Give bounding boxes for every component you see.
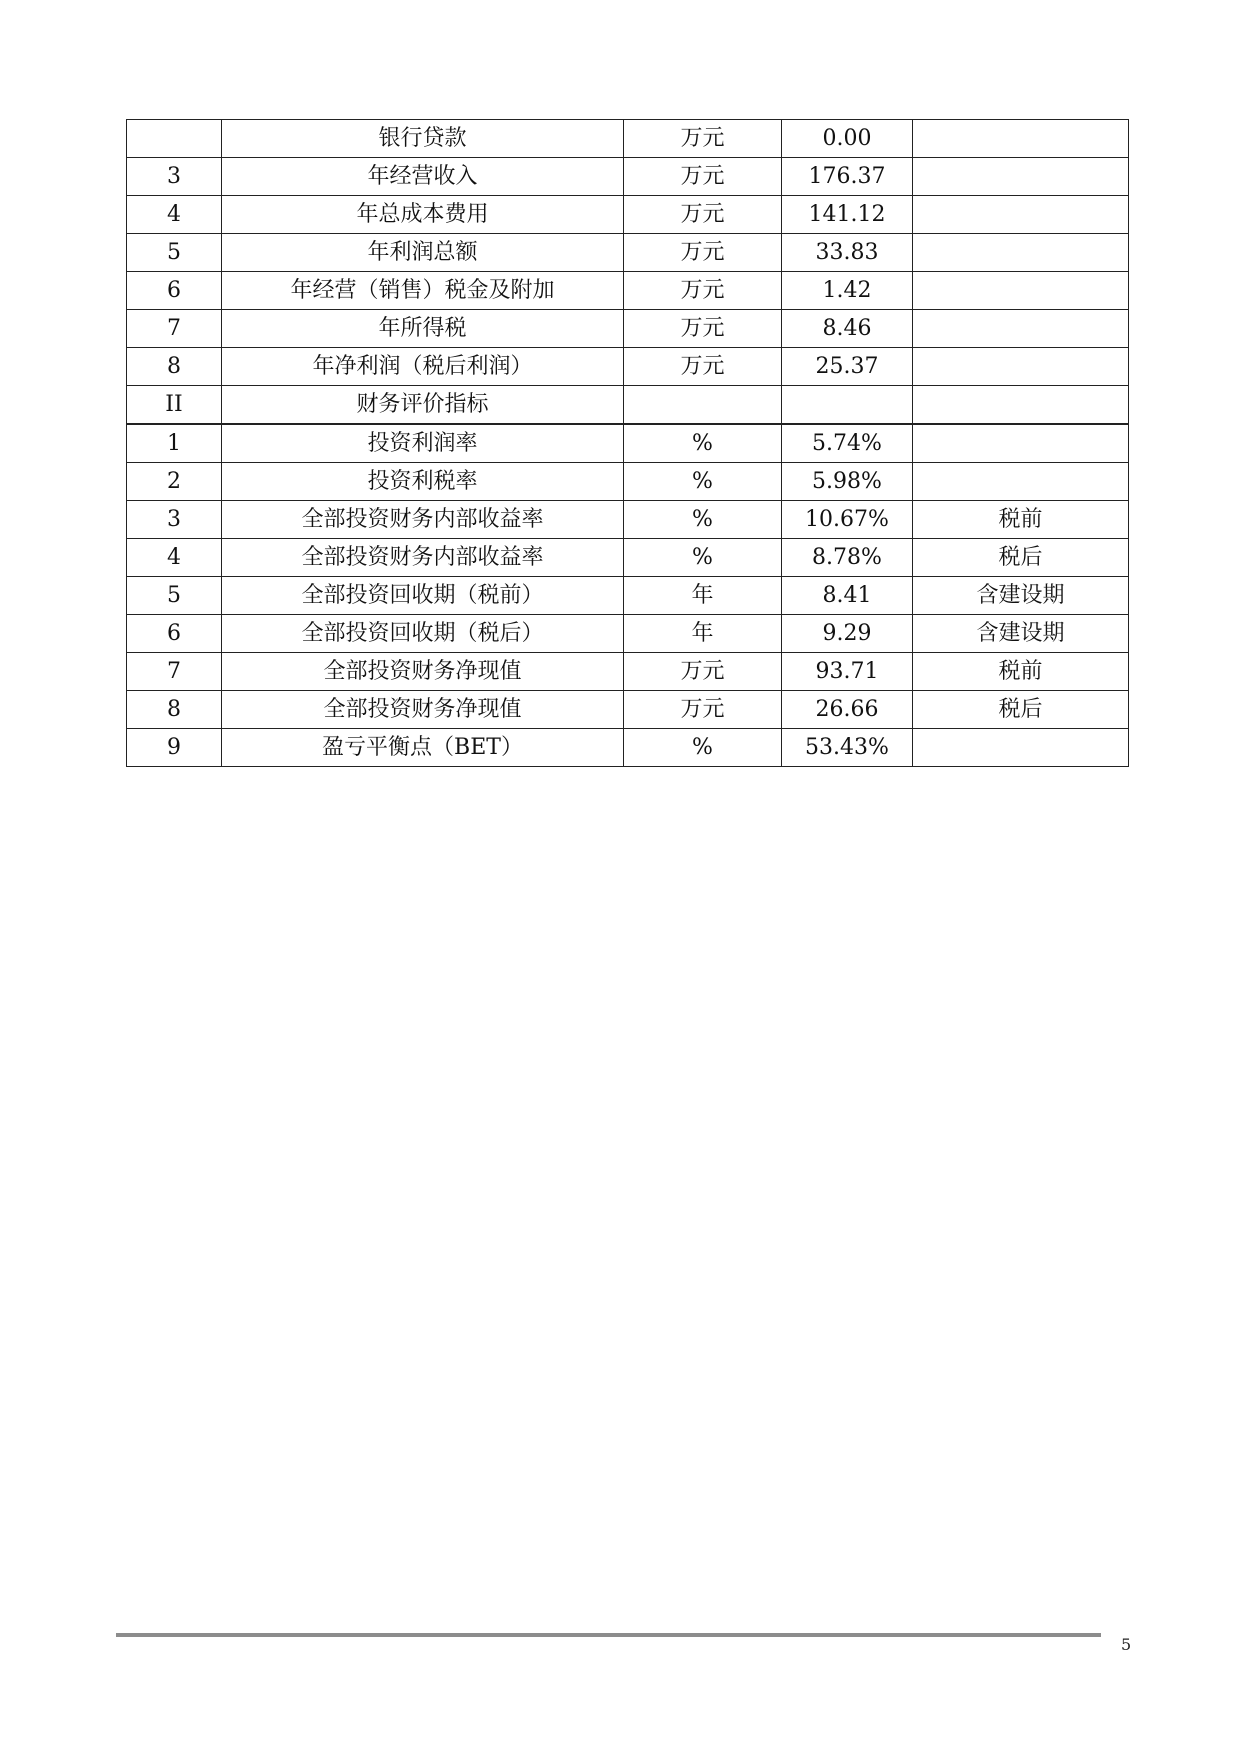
table-row xyxy=(127,234,1129,272)
item-name-cell: 年净利润（税后利润） xyxy=(222,348,624,386)
item-name-cell: 盈亏平衡点（BET） xyxy=(222,729,624,767)
value-cell: 176.37 xyxy=(782,158,913,196)
note-cell: 含建设期 xyxy=(913,615,1129,653)
value-cell: 9.29 xyxy=(782,615,913,653)
unit-cell: 万元 xyxy=(624,272,782,310)
financial-indicators-table xyxy=(126,119,1129,767)
row-number-cell: 4 xyxy=(127,196,222,234)
unit-cell: 年 xyxy=(624,577,782,615)
row-number-cell: 4 xyxy=(127,539,222,577)
note-cell: 税前 xyxy=(913,653,1129,691)
note-cell: 含建设期 xyxy=(913,577,1129,615)
section-header-row xyxy=(127,386,1129,425)
unit-cell: % xyxy=(624,539,782,577)
unit-cell: % xyxy=(624,501,782,539)
value-cell: 10.67% xyxy=(782,501,913,539)
note-cell: 税后 xyxy=(913,691,1129,729)
note-cell: 税后 xyxy=(913,539,1129,577)
note-cell xyxy=(913,272,1129,310)
row-number-cell: 8 xyxy=(127,691,222,729)
row-number-cell: 6 xyxy=(127,615,222,653)
unit-cell: 万元 xyxy=(624,234,782,272)
item-name-cell: 投资利润率 xyxy=(222,424,624,463)
value-cell: 53.43% xyxy=(782,729,913,767)
value-cell: 26.66 xyxy=(782,691,913,729)
row-number-cell: 3 xyxy=(127,501,222,539)
table-row xyxy=(127,310,1129,348)
row-number-cell: 5 xyxy=(127,234,222,272)
section-number-cell: II xyxy=(127,386,222,425)
value-cell: 0.00 xyxy=(782,120,913,158)
value-cell: 93.71 xyxy=(782,653,913,691)
table-row xyxy=(127,463,1129,501)
table-row xyxy=(127,272,1129,310)
unit-cell: % xyxy=(624,729,782,767)
item-name-cell: 全部投资财务净现值 xyxy=(222,653,624,691)
table-row xyxy=(127,539,1129,577)
table-row xyxy=(127,348,1129,386)
value-cell: 5.98% xyxy=(782,463,913,501)
row-number-cell xyxy=(127,120,222,158)
unit-cell: 万元 xyxy=(624,653,782,691)
note-cell xyxy=(913,424,1129,463)
note-cell xyxy=(913,729,1129,767)
value-cell: 8.41 xyxy=(782,577,913,615)
value-cell: 5.74% xyxy=(782,424,913,463)
item-name-cell: 投资利税率 xyxy=(222,463,624,501)
table-row xyxy=(127,653,1129,691)
value-cell: 8.78% xyxy=(782,539,913,577)
unit-cell: % xyxy=(624,424,782,463)
row-number-cell: 9 xyxy=(127,729,222,767)
row-number-cell: 6 xyxy=(127,272,222,310)
unit-cell: % xyxy=(624,463,782,501)
value-cell: 8.46 xyxy=(782,310,913,348)
unit-cell: 年 xyxy=(624,615,782,653)
table-row xyxy=(127,729,1129,767)
item-name-cell: 年所得税 xyxy=(222,310,624,348)
unit-cell: 万元 xyxy=(624,691,782,729)
table-row xyxy=(127,691,1129,729)
page-number: 5 xyxy=(1121,1635,1132,1654)
value-cell xyxy=(782,386,913,425)
unit-cell: 万元 xyxy=(624,348,782,386)
row-number-cell: 7 xyxy=(127,310,222,348)
note-cell xyxy=(913,120,1129,158)
note-cell: 税前 xyxy=(913,501,1129,539)
value-cell: 25.37 xyxy=(782,348,913,386)
item-name-cell: 全部投资财务内部收益率 xyxy=(222,539,624,577)
row-number-cell: 8 xyxy=(127,348,222,386)
note-cell xyxy=(913,386,1129,425)
row-number-cell: 7 xyxy=(127,653,222,691)
table-row xyxy=(127,424,1129,463)
item-name-cell: 全部投资回收期（税后） xyxy=(222,615,624,653)
item-name-cell: 全部投资回收期（税前） xyxy=(222,577,624,615)
note-cell xyxy=(913,158,1129,196)
item-name-cell: 全部投资财务净现值 xyxy=(222,691,624,729)
footer-divider xyxy=(116,1633,1101,1637)
table-row xyxy=(127,120,1129,158)
unit-cell: 万元 xyxy=(624,310,782,348)
note-cell xyxy=(913,463,1129,501)
item-name-cell: 全部投资财务内部收益率 xyxy=(222,501,624,539)
table-row xyxy=(127,577,1129,615)
value-cell: 1.42 xyxy=(782,272,913,310)
table-row xyxy=(127,196,1129,234)
section-title-cell: 财务评价指标 xyxy=(222,386,624,425)
unit-cell: 万元 xyxy=(624,196,782,234)
row-number-cell: 3 xyxy=(127,158,222,196)
table-row xyxy=(127,615,1129,653)
value-cell: 33.83 xyxy=(782,234,913,272)
note-cell xyxy=(913,348,1129,386)
note-cell xyxy=(913,234,1129,272)
item-name-cell: 银行贷款 xyxy=(222,120,624,158)
item-name-cell: 年经营收入 xyxy=(222,158,624,196)
row-number-cell: 5 xyxy=(127,577,222,615)
table-row xyxy=(127,501,1129,539)
value-cell: 141.12 xyxy=(782,196,913,234)
item-name-cell: 年利润总额 xyxy=(222,234,624,272)
unit-cell xyxy=(624,386,782,425)
row-number-cell: 2 xyxy=(127,463,222,501)
unit-cell: 万元 xyxy=(624,158,782,196)
unit-cell: 万元 xyxy=(624,120,782,158)
item-name-cell: 年经营（销售）税金及附加 xyxy=(222,272,624,310)
item-name-cell: 年总成本费用 xyxy=(222,196,624,234)
table-row xyxy=(127,158,1129,196)
note-cell xyxy=(913,196,1129,234)
note-cell xyxy=(913,310,1129,348)
row-number-cell: 1 xyxy=(127,424,222,463)
